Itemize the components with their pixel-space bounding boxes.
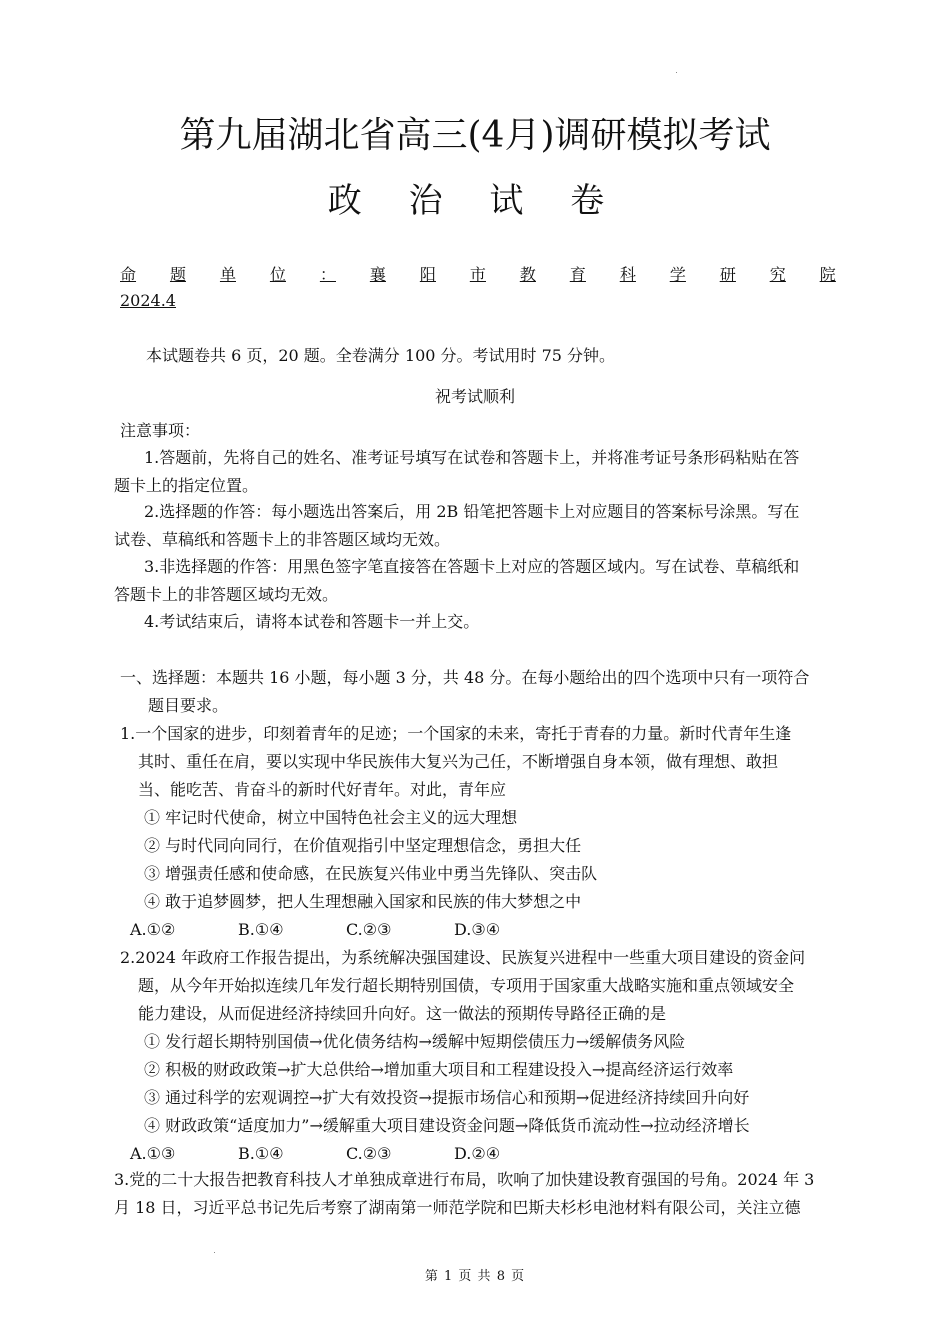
option-c: C.②③ <box>346 1144 392 1163</box>
page-number: 第 1 页 共 8 页 <box>424 1269 526 1284</box>
question-3: 3.党的二十大报告把教育科技人才单独成章进行布局，吹响了加快建设教育强国的号角。2024 年 3 月 18 日，习近平总书记先后考察了湖南第一师范学院和巴斯夫杉杉电池材料有限公司，关注立德 <box>114 1166 814 1222</box>
statement-item: ② 与时代同向同行，在价值观指引中坚定理想信念，勇担大任 <box>144 836 582 855</box>
notice-item: 3.非选择题的作答：用黑色签字笔直接答在答题卡上对应的答题区域内。写在试卷、草稿纸和 答题卡上的非答题区域均无效。 <box>114 557 800 604</box>
notice-item: 4.考试结束后，请将本试卷和答题卡一并上交。 <box>144 612 480 631</box>
question-stem: 3.党的二十大报告把教育科技人才单独成章进行布局，吹响了加快建设教育强国的号角。2024 年 3 <box>114 1170 815 1189</box>
statement-item: ④ 敢于追梦圆梦，把人生理想融入国家和民族的伟大梦想之中 <box>144 892 582 911</box>
question-stem: 2.2024 年政府工作报告提出，为系统解决强国建设、民族复兴进程中一些重大项目建设的资金问 <box>120 948 806 967</box>
scan-mark <box>214 1252 215 1253</box>
statement-item: ③ 增强责任感和使命感，在民族复兴伟业中勇当先锋队、突击队 <box>144 864 598 883</box>
intro-text: 本试题卷共 6 页，20 题。全卷满分 100 分。考试用时 75 分钟。 <box>146 346 616 365</box>
question-stem: 1.一个国家的进步，印刻着青年的足迹；一个国家的未来，寄托于青春的力量。新时代青年生逢 <box>120 724 792 743</box>
section-heading: 一、选择题：本题共 16 小题，每小题 3 分，共 48 分。在每小题给出的四个选项中只有一项符合 题目要求。 <box>120 668 810 715</box>
issuing-unit: 命 题 单 位 ： 襄 阳 市 教 育 科 学 研 究 院 <box>120 265 836 284</box>
notice-item: 2.选择题的作答：每小题选出答案后，用 2B 铅笔把答题卡上对应题目的答案标号涂黑。写在 试卷、草稿纸和答题卡上的非答题区域均无效。 <box>114 502 800 549</box>
scan-mark <box>676 72 677 73</box>
exam-date: 2024.4 <box>120 291 176 310</box>
answer-options <box>120 916 791 944</box>
statement-item: ④ 财政政策“适度加力”→缓解重大项目建设资金问题→降低货币流动性→拉动经济增长 <box>144 1116 750 1135</box>
notice-heading: 注意事项： <box>120 421 201 440</box>
notice-item: 1.答题前，先将自己的姓名、准考证号填写在试卷和答题卡上，并将准考证号条形码粘贴在答 题卡上的指定位置。 <box>114 448 800 495</box>
statement-item: ② 积极的财政政策→扩大总供给→增加重大项目和工程建设投入→提高经济运行效率 <box>144 1060 734 1079</box>
statement-item: ① 发行超长期特别国债→优化债务结构→缓解中短期偿债压力→缓解债务风险 <box>144 1032 686 1051</box>
statement-item: ① 牢记时代使命，树立中国特色社会主义的远大理想 <box>144 808 518 827</box>
option-b: B.①④ <box>238 1144 284 1163</box>
option-d: D.③④ <box>454 920 501 939</box>
subject-title: 政 治 试 卷 <box>327 181 623 221</box>
option-a: A.①③ <box>130 1144 176 1163</box>
question-1: 1.一个国家的进步，印刻着青年的足迹；一个国家的未来，寄托于青春的力量。新时代青年生逢 其时、重任在肩，要以实现中华民族伟大复兴为己任，不断增强自身本领，做有理想、敢担 当、能吃苦、肯奋斗的新时代好青年。对此，青年应 ① 牢记时代使命，树立中国特色社会主义的远大理想 ② 与时代同向同行，在价值观指引中坚定理想信念，勇担大任 ③ 增强责任感和使命感，在民族复兴伟业中勇当先锋队、突击队 ④ 敢于追梦圆梦，把人生理想融入国家和民族的伟大梦想之中 A.①② B.①④ C.②③ D.③④ <box>120 720 791 944</box>
option-c: C.②③ <box>346 920 392 939</box>
option-b: B.①④ <box>238 920 284 939</box>
option-a: A.①② <box>130 920 176 939</box>
option-d: D.②④ <box>454 1144 501 1163</box>
question-2: 2.2024 年政府工作报告提出，为系统解决强国建设、民族复兴进程中一些重大项目建设的资金问 题，从今年开始拟连续几年发行超长期特别国债，专项用于国家重大战略实施和重点领域安全 能力建设，从而促进经济持续回升向好。这一做法的预期传导路径正确的是 ① 发行超长期特别国债→优化债务结构→缓解中短期偿债压力→缓解债务风险 ② 积极的财政政策→扩大总供给→增加重大项目和工程建设投入→提高经济运行效率 ③ 通过科学的宏观调控→扩大有效投资→提振市场信心和预期→促进经济持续回升向好 ④ 财政政策“适度加力”→缓解重大项目建设资金问题→降低货币流动性→拉动经济增长 A.①③ B.①④ C.②③ D.②④ <box>120 944 805 1168</box>
statement-item: ③ 通过科学的宏观调控→扩大有效投资→提振市场信心和预期→促进经济持续回升向好 <box>144 1088 750 1107</box>
answer-options <box>120 1140 805 1168</box>
exam-title: 第九届湖北省高三(4月)调研模拟考试 <box>179 115 771 156</box>
wish-text: 祝考试顺利 <box>434 387 515 406</box>
